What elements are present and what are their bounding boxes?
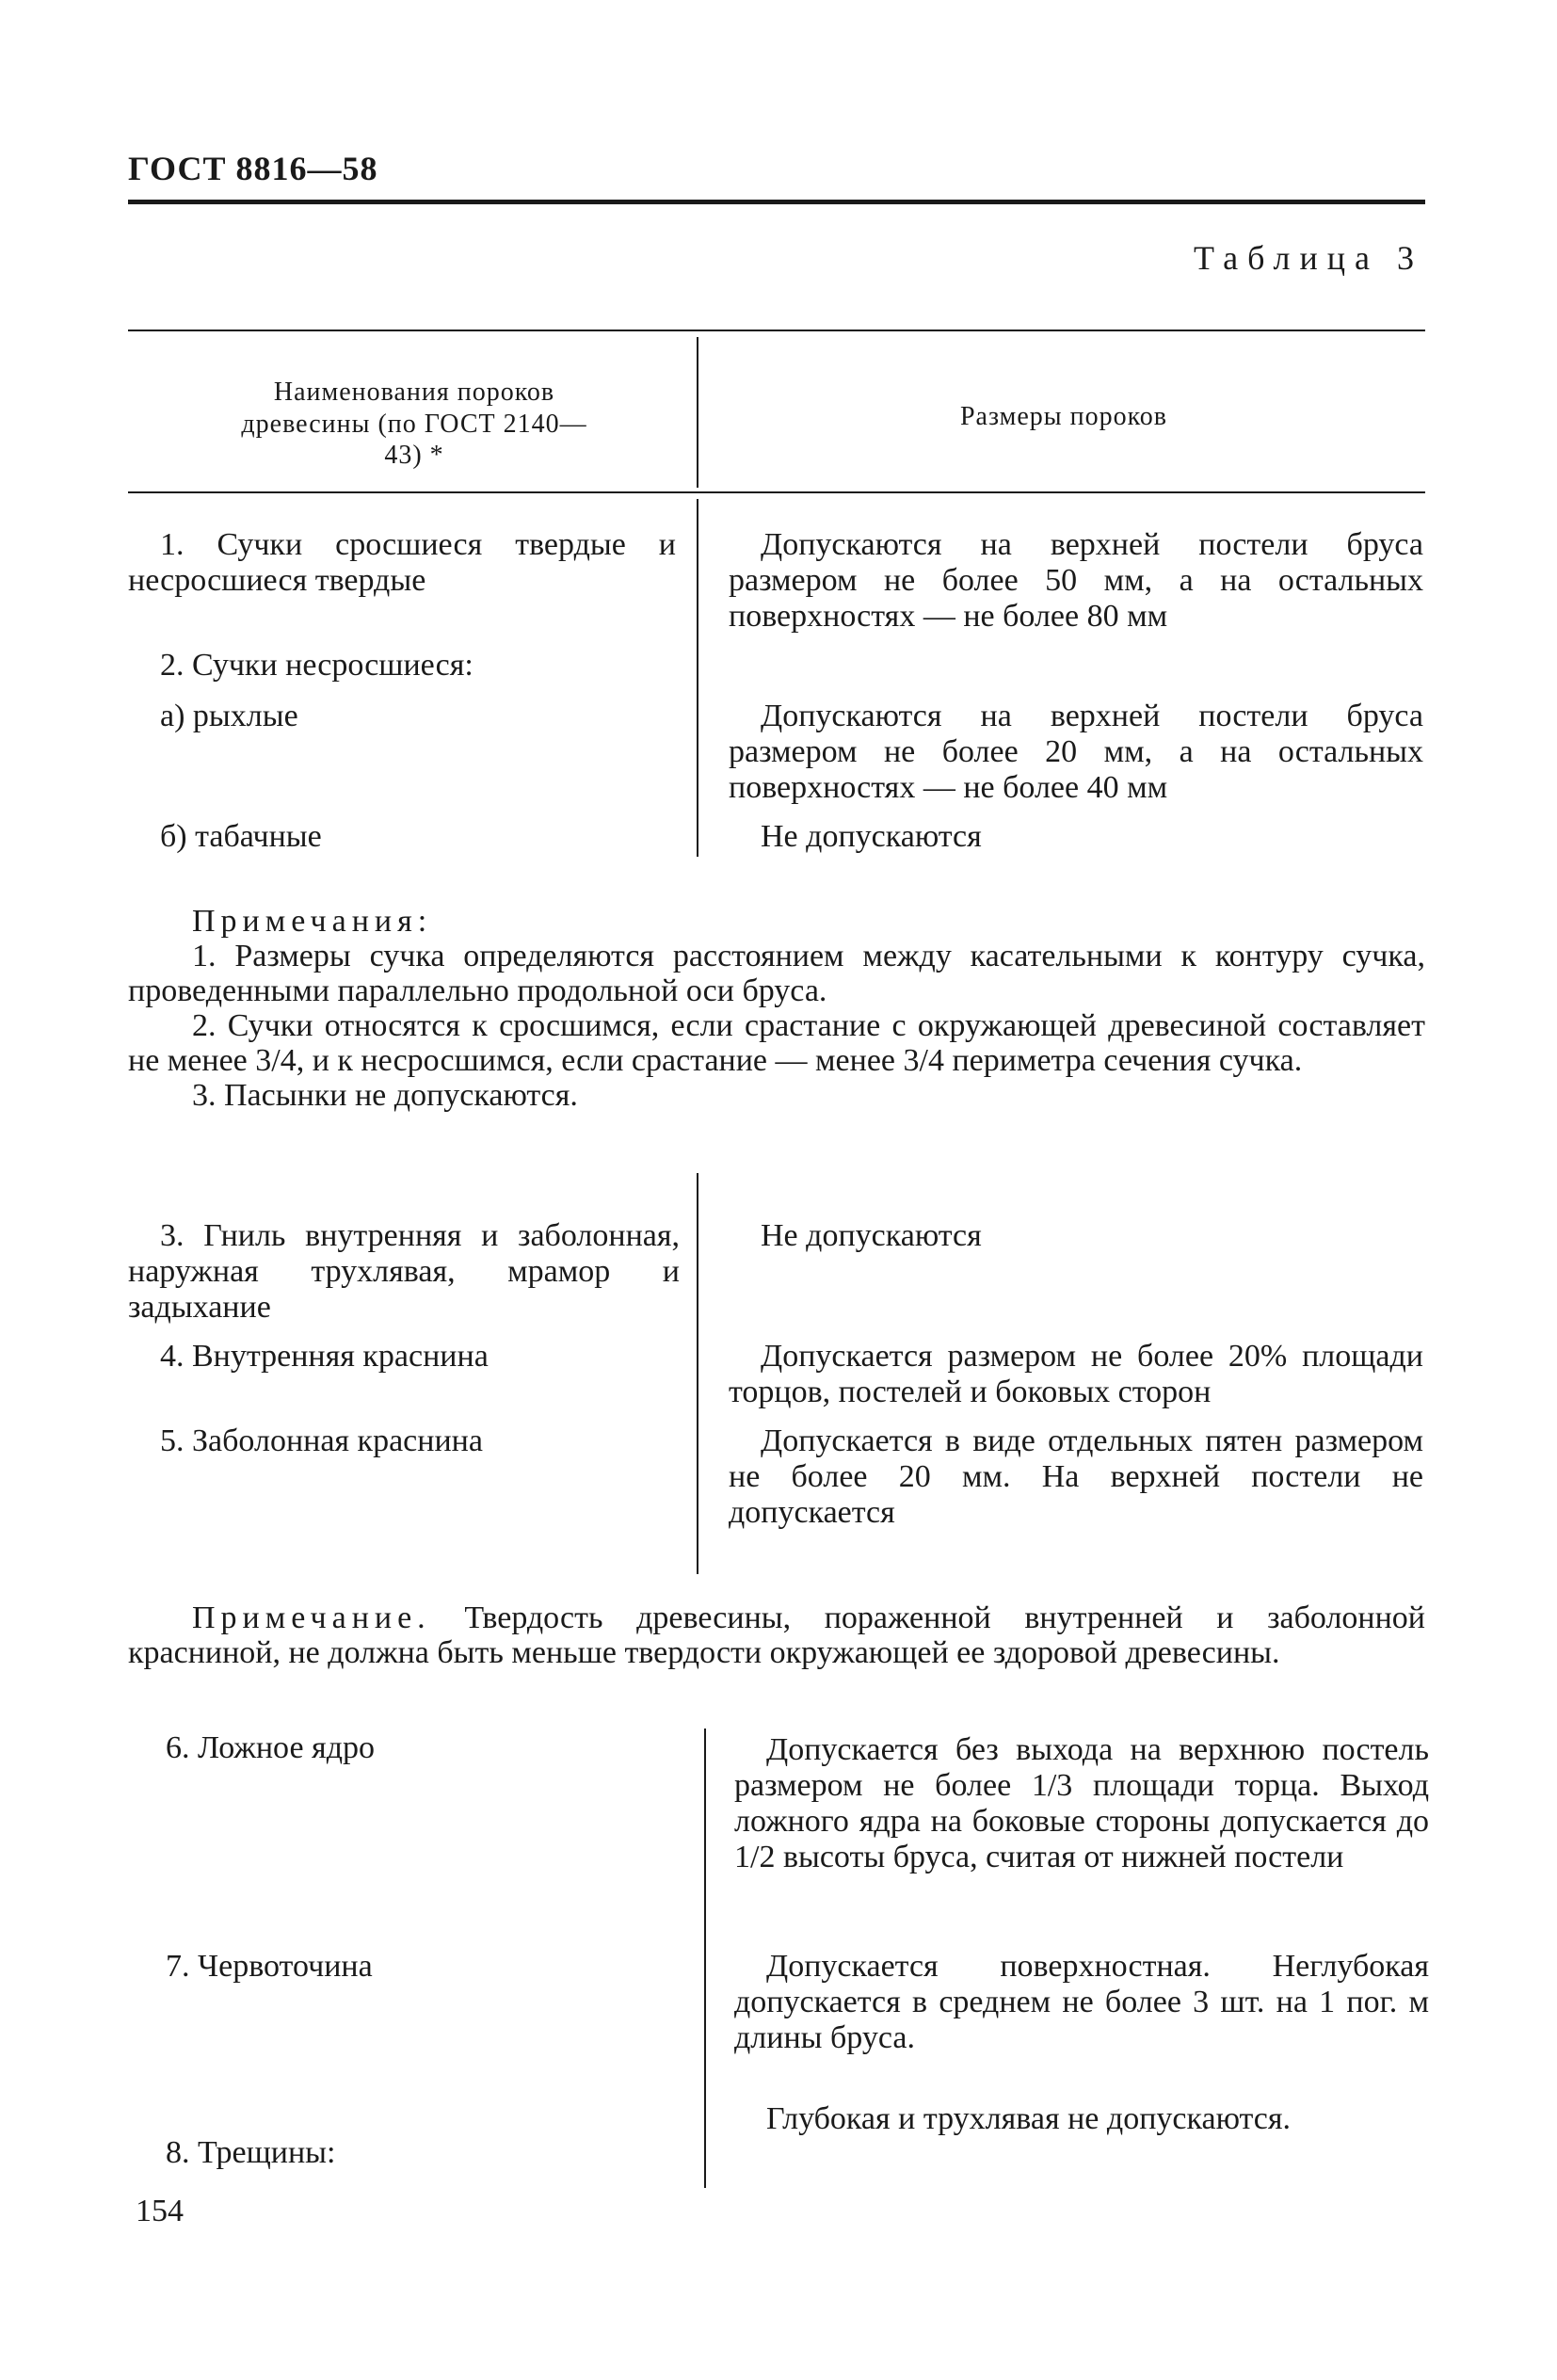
notes-title: Примечания: <box>192 904 433 939</box>
table-row-name: 3. Гниль внутренняя и заболонная, наружная трухлявая, мрамор и задыхание <box>128 1218 680 1325</box>
table-row-size: Допускается поверхностная. Неглубокая допускается в среднем не более 3 шт. на 1 пог. м длины бруса. <box>734 1949 1429 2055</box>
table-row-name: 1. Сучки сросшиеся твердые и несросшиеся твердые <box>128 527 676 598</box>
note-item-1: 1. Размеры сучка определяются расстоянием между касательными к контуру сучка, проведенными параллельно продольной оси бруса. <box>128 939 1425 1008</box>
document-header: ГОСТ 8816—58 <box>128 150 378 187</box>
table-row-name: 7. Червоточина <box>166 1949 373 1984</box>
page-number: 154 <box>136 2194 184 2228</box>
table-row-name: 6. Ложное ядро <box>166 1730 375 1765</box>
table-row-name: 5. Заболонная краснина <box>160 1423 483 1458</box>
table-row-name: б) табачные <box>160 819 322 854</box>
table-divider-1 <box>697 499 698 857</box>
table-caption: Таблица 3 <box>1194 239 1423 277</box>
column-header-defect-name: Наименования пороков древесины (по ГОСТ 2140—43) * <box>241 378 587 471</box>
table-row-size: Допускается в виде отдельных пятен размером не более 20 мм. На верхней постели не допускается <box>729 1423 1423 1530</box>
table-row-name: 2. Сучки несросшиеся: <box>160 648 474 683</box>
table-header-rule <box>128 491 1425 493</box>
table-row-size: Глубокая и трухлявая не допускаются. <box>766 2101 1292 2136</box>
notes-block-2 <box>128 1600 1425 1670</box>
table-row-size: Допускается размером не более 20% площади торцов, постелей и боковых сторон <box>729 1339 1423 1409</box>
note-item-3: 3. Пасынки не допускаются. <box>192 1078 578 1113</box>
column-header-defect-size: Размеры пороков <box>959 402 1167 431</box>
table-divider-3 <box>704 1729 706 2188</box>
table-row-size: Допускаются на верхней постели бруса размером не более 50 мм, а на остальных поверхностях — не более 80 мм <box>729 527 1423 634</box>
note-text: Твердость древесины, пораженной внутренней и заболонной красниной, не должна быть меньше твердости окружающей ее здоровой древесины. <box>128 1600 1425 1670</box>
notes-block-1 <box>128 904 1425 1113</box>
table-row-size: Допускаются на верхней постели бруса размером не более 20 мм, а на остальных поверхностях — не более 40 мм <box>729 699 1423 805</box>
header-rule <box>128 200 1425 204</box>
table-row-size: Допускается без выхода на верхнюю постель размером не более 1/3 площади торца. Выход ложного ядра на боковые стороны допускается до 1/2 высоты бруса, считая от нижней постели <box>734 1732 1429 1874</box>
table-row-name: 8. Трещины: <box>166 2135 336 2170</box>
header-divider <box>697 337 698 488</box>
table-divider-2 <box>697 1173 698 1574</box>
table-row-size: Не допускаются <box>761 819 982 854</box>
note-title: Примечание. <box>192 1600 431 1635</box>
table-row-name: 4. Внутренняя краснина <box>160 1339 489 1374</box>
table-row-name: а) рыхлые <box>160 699 298 733</box>
note-item-2: 2. Сучки относятся к сросшимся, если срастание с окружающей древесиной составляет не менее 3/4, и к несросшимся, если срастание — менее 3/4 периметра сечения сучка. <box>128 1008 1425 1078</box>
table-row-size: Не допускаются <box>761 1218 982 1253</box>
table-top-rule <box>128 330 1425 331</box>
